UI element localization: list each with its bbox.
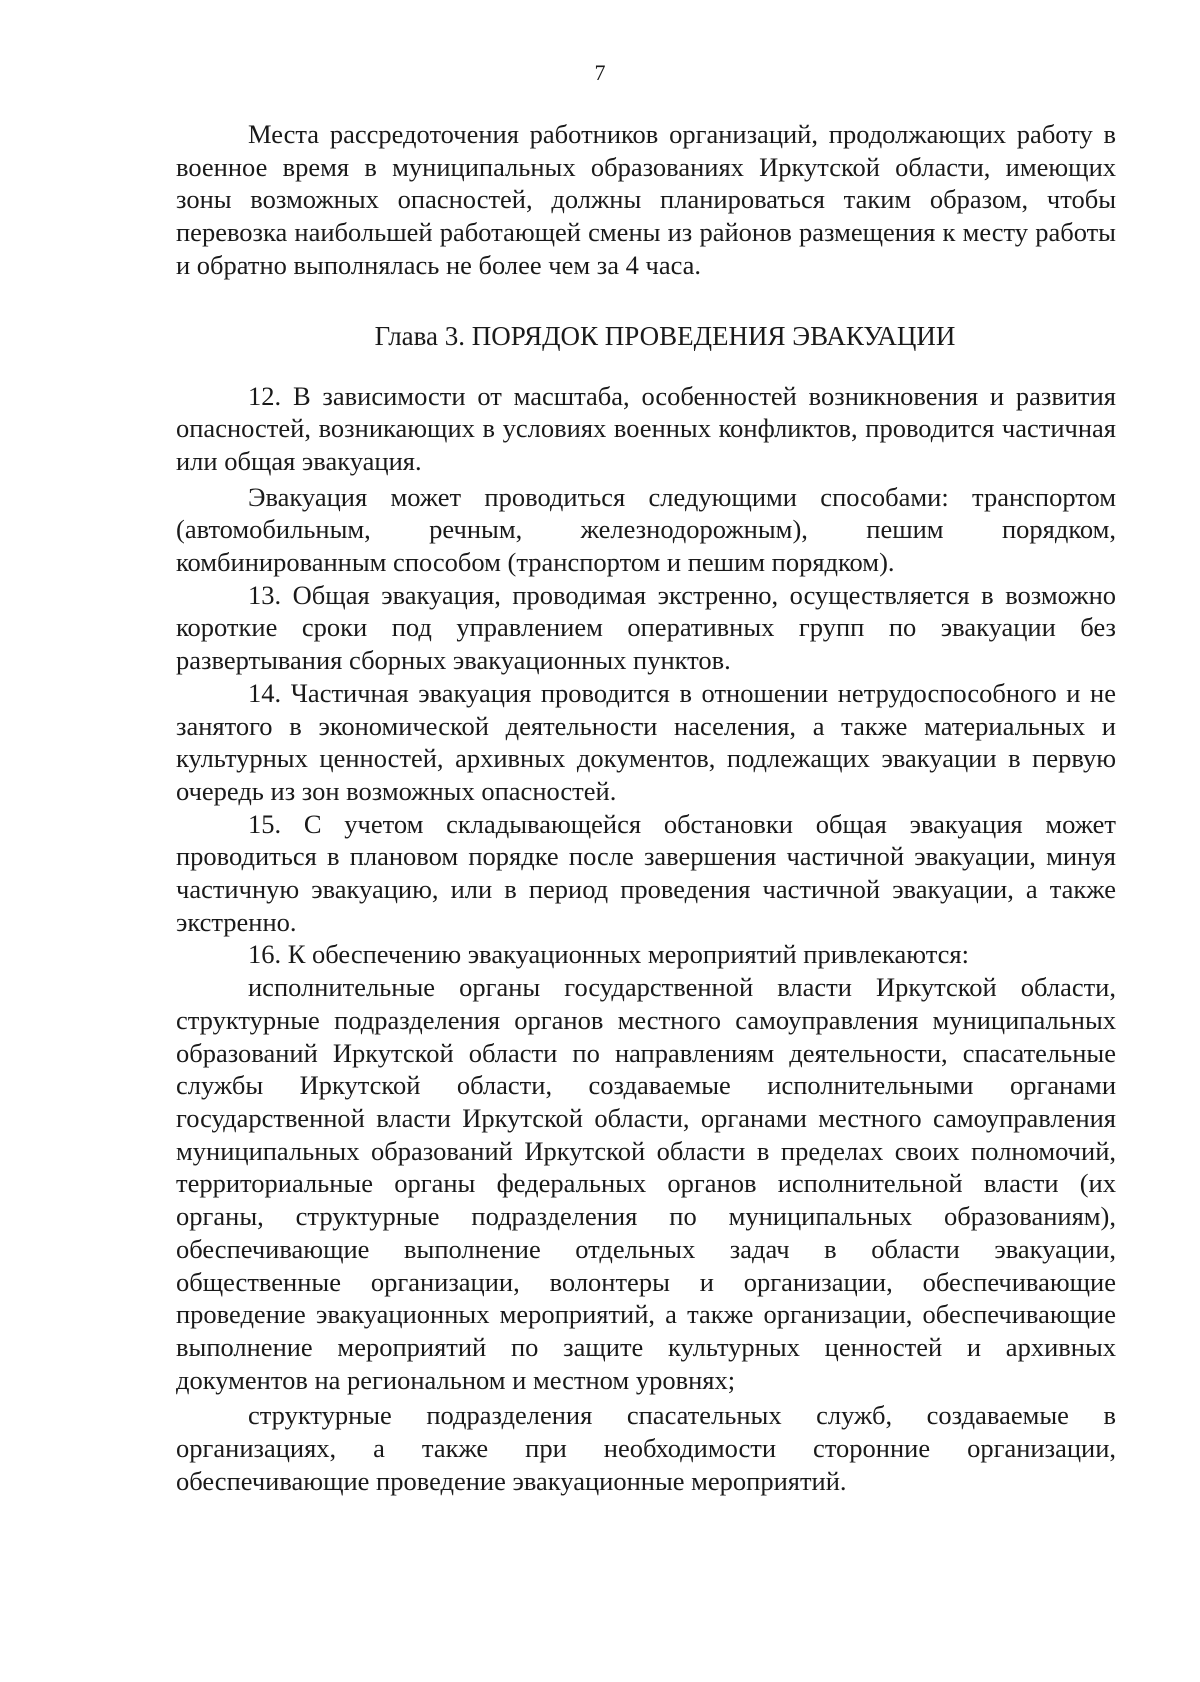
page-number: 7	[594, 60, 606, 85]
intro-paragraph: Места рассредоточения работников организаций, продолжающих работу в военное время в муниципальных образованиях Иркутской области, имеющих зоны возможных опасностей, должны планироваться таким образом, чтобы перевозка наибольшей работающей смены из районов размещения к месту работы и обратно выполнялась не более чем за 4 часа.	[176, 119, 1116, 280]
paragraph-12: 12. В зависимости от масштаба, особенностей возникновения и развития опасностей, возникающих в условиях военных конфликтов, проводится частичная или общая эвакуация.	[176, 380, 1116, 476]
chapter-title: Глава 3. ПОРЯДОК ПРОВЕДЕНИЯ ЭВАКУАЦИИ	[374, 320, 956, 351]
paragraph-15: 15. С учетом складывающейся обстановки общая эвакуация может проводиться в плановом порядке после завершения частичной эвакуации, минуя частичную эвакуацию, или в период проведения частичной эвакуации, а также экстренно.	[176, 808, 1116, 937]
paragraph-16: 16. К обеспечению эвакуационных мероприятий привлекаются:	[248, 939, 969, 970]
paragraph-14: 14. Частичная эвакуация проводится в отношении нетрудоспособного и не занятого в экономической деятельности населения, а также материальных и культурных ценностей, архивных документов, подлежащих эвакуации в первую очередь из зон возможных опасностей.	[176, 677, 1116, 806]
paragraph-13: 13. Общая эвакуация, проводимая экстренно, осуществляется в возможно короткие сроки под управлением оперативных групп по эвакуации без развертывания сборных эвакуационных пунктов.	[176, 579, 1116, 676]
paragraph-involved-authorities: исполнительные органы государственной власти Иркутской области, структурные подразделения органов местного самоуправления муниципальных образований Иркутской области по направлениям деятельности, спасательные службы Иркутской области, создаваемые исполнительными органами государственной власти Иркутской области, органами местного самоуправления муниципальных образований Иркутской области в пределах своих полномочий, территориальные органы федеральных органов исполнительной власти (их органы, структурные подразделения по муниципальных образованиям), обеспечивающие выполнение отдельных задач в области эвакуации, общественные организации, волонтеры и организации, обеспечивающие проведение эвакуационных мероприятий, а также организации, обеспечивающие выполнение мероприятий по защите культурных ценностей и архивных документов на региональном и местном уровнях;	[176, 972, 1116, 1395]
paragraph-evacuation-methods: Эвакуация может проводиться следующими способами: транспортом (автомобильным, речным, железнодорожным), пешим порядком, комбинированным способом (транспортом и пешим порядком).	[176, 481, 1116, 578]
paragraph-rescue-service-units: структурные подразделения спасательных служб, создаваемые в организациях, а также при необходимости сторонние организации, обеспечивающие проведение эвакуационные мероприятий.	[176, 1400, 1116, 1496]
document-body	[176, 118, 1116, 1497]
